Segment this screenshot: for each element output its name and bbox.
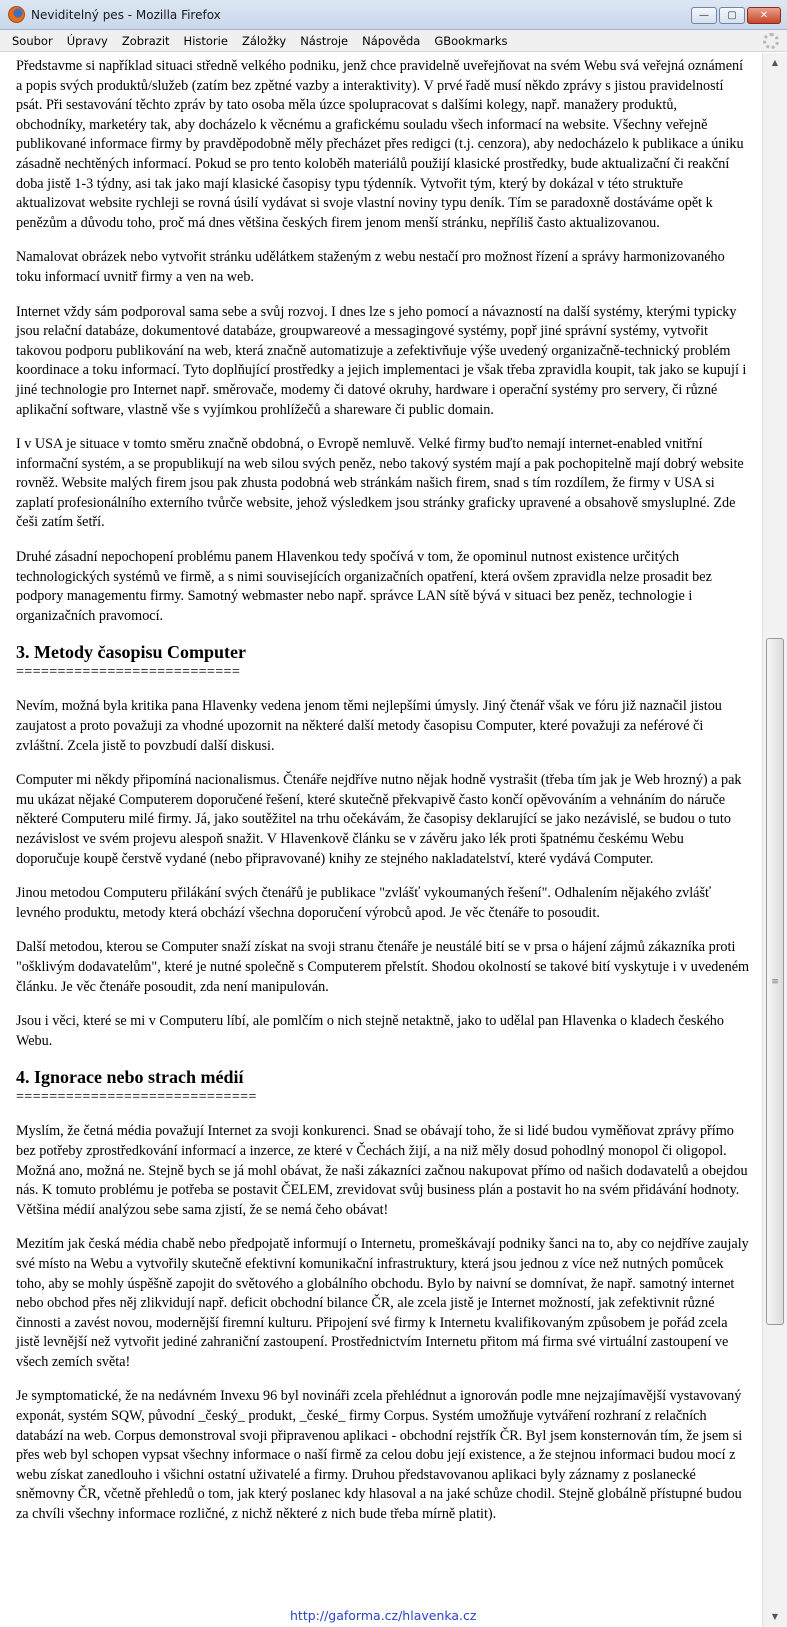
menu-nastroje[interactable]: Nástroje — [300, 33, 349, 48]
menu-bar — [0, 30, 787, 52]
menu-napoveda[interactable]: Nápověda — [362, 33, 421, 48]
close-button[interactable]: ✕ — [747, 7, 781, 24]
paragraph: Internet vždy sám podporoval sama sebe a svůj rozvoj. I dnes lze s jeho pomocí a návazností na další systémy, kterými typicky jsou relační databáze, dokumentové databáze, groupwareové a messagingové systémy, popř jiné správní systémy, vytvořit takovou podporu publikování na web, která značně automatizuje a zefektivňuje výše uvedený organizačně-technický problém koordinace a toku informací. Tyto doplňující prostředky a jejich implementaci je však třeba zpravidla koupit, tak jako se kupují i jiné technologie pro Internet např. směrovače, modemy či datové okruhy, hardware i operační systémy pro servery, či různé aplikační software, vlastně vše s vyjímkou prohlížečů a shareware či public domain. — [16, 303, 747, 418]
paragraph: Myslím, že četná média považují Internet za svoji konkurenci. Snad se obávají toho, že si lidé budou vyměňovat zprávy přímo bez potřeby zprostředkování informací a inzerce, ze které v Čechách žijí, a na niž měly dosud pohodlný monopol či oligopol. Možná ano, možná ne. Stejně bych se já mohl obávat, že naši zákazníci začnou nakupovat přímo od našich dodavatelů a obejdou nás. K tomuto problému je potřeba se postavit ČELEM, zrevidovat svůj business plán a postavit ho na svém přidávání hodnoty. Většina médií analýzou sebe sama zjistí, že se nemá čeho obávat! — [16, 1123, 748, 1218]
scroll-thumb[interactable] — [766, 638, 784, 1325]
window-title: Neviditelný pes - Mozilla Firefox — [31, 7, 221, 22]
paragraph: Druhé zásadní nepochopení problému panem Hlavenkou tedy spočívá v tom, že opominul nutnost existence určitých technologických systémů ve firmě, a s nimi souvisejících organizačních opatření, která ovšem zpravidla nelze prosadit bez podpory managementu firmy. Samotný webmaster nebo např. správce LAN sítě bývá v situaci bez peněz, technologie i organizačních pravomocí. — [16, 549, 712, 624]
grip-icon: ≡ — [771, 976, 779, 987]
paragraph: Namalovat obrázek nebo vytvořit stránku udělátkem staženým z webu nestačí pro možnost řízení a správy harmonizovaného toku informací uvnitř firmy a ven na web. — [16, 249, 725, 285]
section-heading: 3. Metody časopisu Computer — [16, 642, 246, 663]
scroll-down-arrow-icon[interactable]: ▼ — [771, 1612, 779, 1621]
paragraph: Jinou metodou Computeru přilákání svých čtenářů je publikace "zvlášť vykoumaných řešení". Odhalením nějakého zvlášť levného produktu, metody která obchází všechna doporučení výrobců apod. Je věc čtenáře to posoudit. — [16, 885, 712, 921]
paragraph: Nevím, možná byla kritika pana Hlavenky vedena jenom těmi nejlepšími úmysly. Jiný čtenář však ve fóru již naznačil jistou zaujatost a proto považuji za vhodné upozornit na některé další metody časopisu Computer, které považuji za neférové či zvláštní. Zcela jistě to povzbudí další diskusi. — [16, 698, 722, 754]
paragraph: Další metodou, kterou se Computer snaží získat na svoji stranu čtenáře je neustálé bití se v prsa o hájení zájmů zákazníka proti "ošklivým dodavatelům", které je nutné společně s Computerem přelstít. Shodou okolností se takové bití vyskytuje i v uvedeném článku. Je věc čtenáře posoudit, zda není manipulován. — [16, 939, 750, 995]
paragraph: Je symptomatické, že na nedávném Invexu 96 byl novináři zcela přehlédnut a ignorován podle mne nejzajímavější vystavovaný exponát, systém SQW, původní _český_ produkt, _české_ firmy Corpus. Systém umožňuje vytváření rozhraní z relačních databází na web. Corpus demonstroval svoji připravenou aplikaci - obchodní rejstřík ČR. Byl jsem konsternován tím, že jsem si přes web byl schopen vypsat všechny informace o naší firmě za celou dobu její existence, a že stejnou informaci budou mocí z webu získat zanedlouho i všichni ostatní uživatelé a firmy. Druhou představovanou aplikaci byly záznamy z poslanecké sněmovny ČR, včetně přehledů o tom, jak který poslanec kdy hlasoval a na jaké schůze chodil. Stejně globálně přístupné budou za chvíli všechny informace rozličné, z nichž některé z nich bude třeba mírně platit). — [16, 1388, 743, 1523]
menu-historie[interactable]: Historie — [183, 33, 228, 48]
paragraph: Představme si například situaci středně velkého podniku, jenž chce pravidelně uveřejňovat na svém Webu svá veřejná oznámení a popis svých produktů/služeb (zatím bez zpětné vazby a interaktivity). V prvé řadě musí někdo zprávy s jistou pravidelností psát. Při sestavování těchto zpráv by tato osoba měla úzce spolupracovat s dalšími kolegy, např. manažery produktů, obchodníky, marketéry tak, aby docházelo k věcnému a grafickému souladu všech informací na website. Všechny veřejně publikované informace firmy by pravděpodobně měly přecházet přes redigci (t.j. cenzora), aby nedocházelo k publikace a úniku zásadně nechtěných informací. Pokud se pro tento koloběh materiálů použijí klasické prostředky, bude aktualizační či reakční doba jistě 1-3 týdny, asi tak jako mají klasické časopisy typu týdenník. Vytvořit tým, který by dokázal v této struktuře aktualizovat website rychleji se rovná úsilí vydávat si svoje vlastní noviny typu deník. Tím se paradoxně dostáváme opět k penězům a důvodu toho, proč má dnes většina českých firem jenom menší stránku, nepříliš často aktualizovanou. — [16, 58, 744, 231]
firefox-icon — [8, 6, 25, 23]
menu-soubor[interactable]: Soubor — [12, 33, 53, 48]
scroll-up-arrow-icon[interactable]: ▲ — [771, 58, 779, 67]
throbber-icon — [763, 33, 779, 49]
paragraph: Mezitím jak česká média chabě nebo předpojatě informují o Internetu, promeškávají podniky šanci na to, aby co nejdříve zaujaly své místo na Webu a vytvořily skutečně efektivní komunikační infrastruktury, která jsou jednou z více než nutných pomůcek toho, aby se mohly úspěšně zapojit do světového a globálního obchodu. Bylo by naivní se domnívat, že např. samotný internet nebo obchod přes něj zlikvidují např. deficit obchodní bilance ČR, ale zcela jistě je Internet možností, jak zefektivnit různé činnosti a zavést novou, modernější firemní kulturu. Připojení své firmy k Internetu kvalifikovaným způsobem je pořád zcela jistě levnější než vytvořit jediné zahraniční zastoupení. Prostřednictvím Internetu přitom má firma své virtuální zastoupení ve všech zemích světa! — [16, 1236, 749, 1370]
vertical-scrollbar[interactable] — [762, 53, 787, 1627]
menu-gbookmarks[interactable]: GBookmarks — [434, 33, 508, 48]
paragraph: Jsou i věci, které se mi v Computeru líbí, ale pomlčím o nich stejně netaktně, jako to udělal pan Hlavenka o kladech českého Webu. — [16, 1013, 724, 1049]
window-controls — [691, 7, 781, 24]
heading-underline: =========================== — [16, 664, 241, 681]
heading-underline: ============================= — [16, 1089, 257, 1106]
paragraph: I v USA je situace v tomto směru značně obdobná, o Evropě nemluvě. Velké firmy buďto nemají internet-enabled vnitřní informační systém, a se propublikují na web silou svých peněz, nebo takový systém mají a pak pochopitelně mají dobrý website rovněž. Website malých firem jsou pak zhusta podobná web stránkám našich firem, snad s tím rozdílem, že firmy v USA si zaplatí profesionálního externího tvůrče website, jehož výsledkem jsou stránky graficky upravené a obsahově smysluplné. Zde češi zatím šetří. — [16, 436, 744, 531]
minimize-button[interactable]: — — [691, 7, 717, 24]
paragraph: Computer mi někdy připomíná nacionalismus. Čtenáře nejdříve nutno nějak hodně vystrašit (třeba tím jak je Web hrozný) a pak mu ukázat nějaké Computerem doporučené řešení, které skutečně překvapivě často končí opěvováním a vehnáním do náruče některé Computeru milé firmy. Já, jako soutěžitel na trhu očekávám, že časopisy deklarující se jako nezávislé, se budou o tuto nezávislost ve svém projevu alespoň snažit. V Hlavenkově článku se v závěru jako lék proti špatnému českému Webu doporučuje koupě čerstvě vydané (nebo připravované) knihy ze stejného nakladatelství, které vydává Computer. — [16, 772, 742, 867]
menu-zalozky[interactable]: Záložky — [241, 33, 287, 48]
section-heading: 4. Ignorace nebo strach médií — [16, 1067, 244, 1088]
maximize-button[interactable]: ▢ — [719, 7, 745, 24]
menu-zobrazit[interactable]: Zobrazit — [121, 33, 170, 48]
status-link-preview: http://gaforma.cz/hlavenka.cz — [290, 1606, 500, 1626]
page-content — [0, 53, 762, 1627]
menu-upravy[interactable]: Úpravy — [66, 33, 108, 48]
window-titlebar — [0, 0, 787, 30]
